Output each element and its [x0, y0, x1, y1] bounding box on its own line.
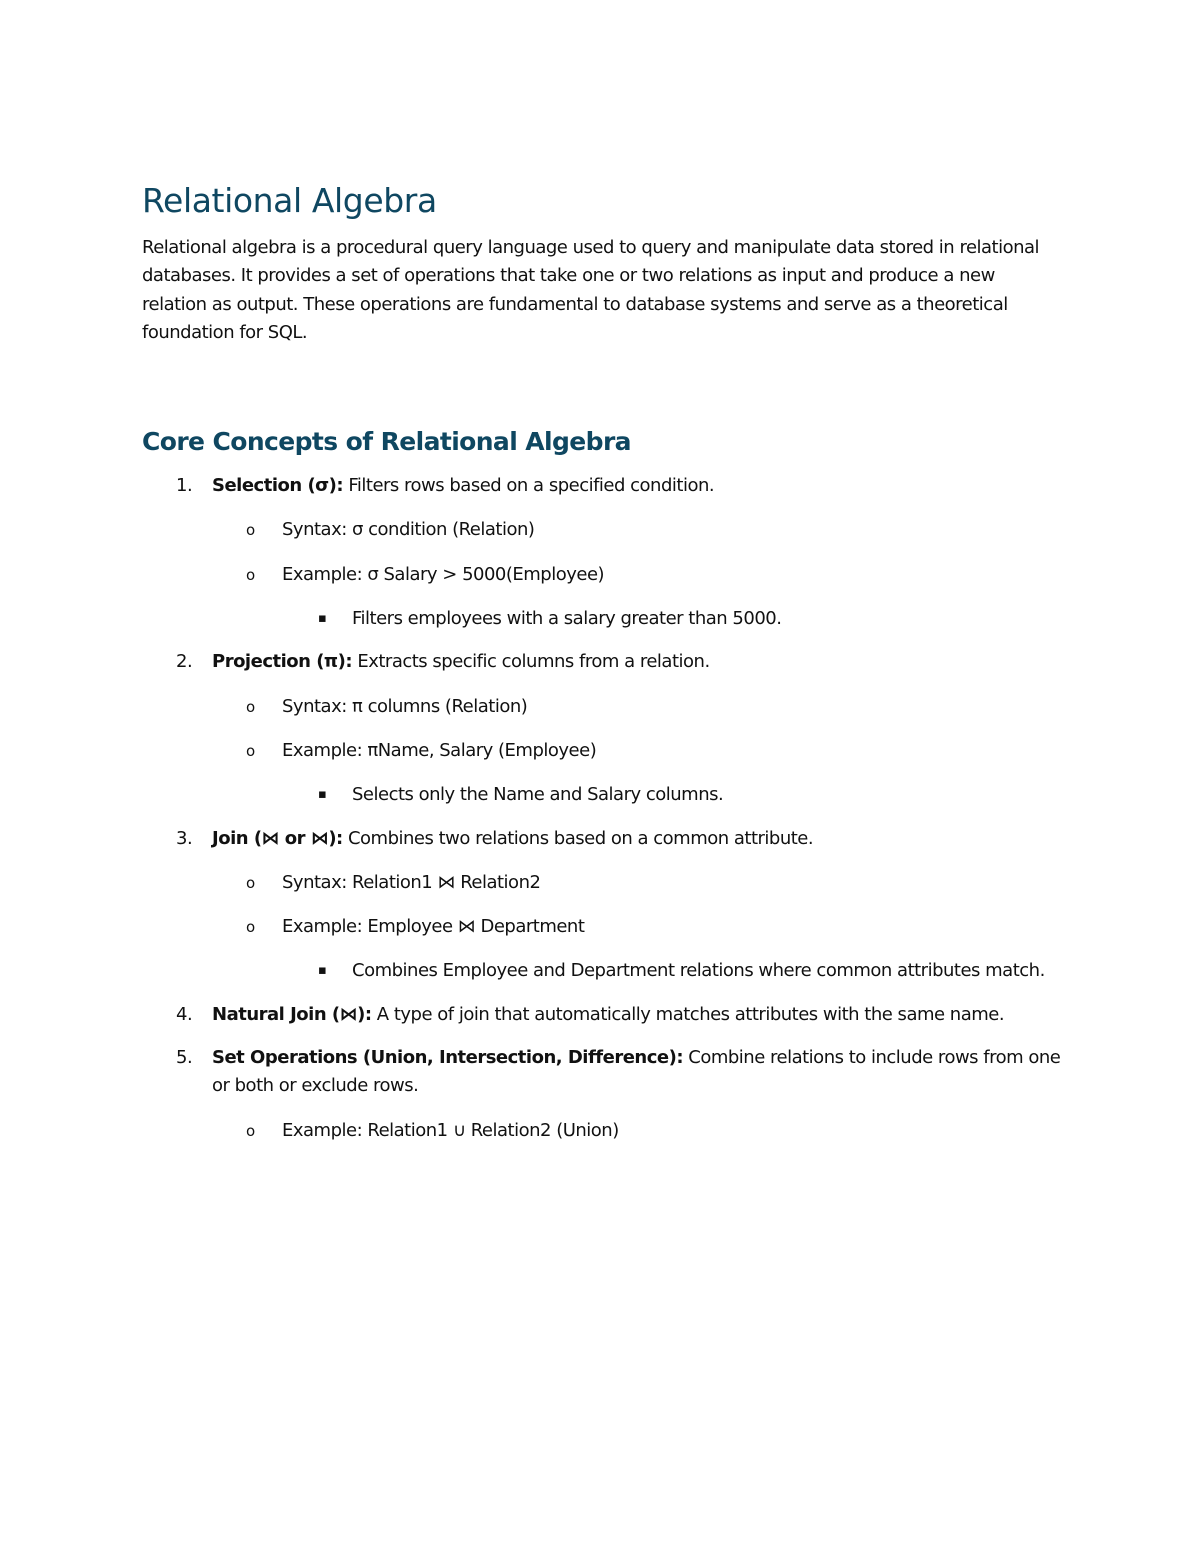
example-item — [142, 913, 1062, 941]
hollow-bullet-icon: o — [246, 873, 255, 892]
hollow-bullet-icon: o — [246, 1121, 255, 1140]
concept-description: Filters rows based on a specified condition. — [343, 475, 715, 497]
note-item — [142, 957, 1062, 985]
concept-item-selection — [142, 472, 1062, 500]
syntax-text: Syntax: π columns (Relation) — [282, 695, 528, 717]
example-text: Example: Relation1 ∪ Relation2 (Union) — [282, 1119, 619, 1141]
list-number: 2. — [176, 651, 193, 673]
hollow-bullet-icon: o — [246, 521, 255, 540]
note-text: Selects only the Name and Salary columns. — [352, 784, 724, 806]
syntax-text: Syntax: σ condition (Relation) — [282, 519, 535, 541]
syntax-item — [142, 869, 1062, 897]
syntax-item — [142, 516, 1062, 544]
note-item — [142, 781, 1062, 809]
concept-term: Natural Join (⋈): — [212, 1003, 372, 1025]
concept-item-set-operations — [142, 1044, 1062, 1101]
square-bullet-icon: ▪ — [318, 611, 327, 627]
document-page — [142, 178, 1062, 1145]
concept-item-projection — [142, 648, 1062, 676]
intro-paragraph: Relational algebra is a procedural query language used to query and manipulate data stored in relational databases. It provides a set of operations that take one or two relations as input and produce a new relation as output. These operations are fundamental to database systems and serve as a theoretical foundation for SQL. — [142, 237, 1040, 343]
example-text: Example: πName, Salary (Employee) — [282, 739, 597, 761]
concept-item-join — [142, 825, 1062, 853]
square-bullet-icon: ▪ — [318, 787, 327, 803]
concept-item-natural-join — [142, 1001, 1062, 1029]
list-number: 1. — [176, 475, 193, 497]
list-number: 3. — [176, 827, 193, 849]
syntax-item — [142, 693, 1062, 721]
concept-term: Projection (π): — [212, 651, 353, 673]
concept-description: Combine relations to include rows from one or both or exclude rows. — [212, 1047, 1061, 1097]
hollow-bullet-icon: o — [246, 565, 255, 584]
example-item — [142, 561, 1062, 589]
concept-description: A type of join that automatically matches attributes with the same name. — [371, 1003, 1005, 1025]
concept-term: Set Operations (Union, Intersection, Difference): — [212, 1047, 684, 1069]
example-text: Example: Employee ⋈ Department — [282, 916, 585, 938]
hollow-bullet-icon: o — [246, 918, 255, 937]
example-item — [142, 1117, 1062, 1145]
page-title: Relational Algebra — [142, 181, 437, 220]
example-text: Example: σ Salary > 5000(Employee) — [282, 563, 605, 585]
concept-term: Selection (σ): — [212, 475, 344, 497]
example-item — [142, 737, 1062, 765]
list-number: 5. — [176, 1047, 193, 1069]
syntax-text: Syntax: Relation1 ⋈ Relation2 — [282, 871, 541, 893]
note-text: Combines Employee and Department relations where common attributes match. — [352, 960, 1045, 982]
note-text: Filters employees with a salary greater than 5000. — [352, 608, 782, 630]
section-heading: Core Concepts of Relational Algebra — [142, 427, 631, 457]
list-number: 4. — [176, 1003, 193, 1025]
concept-description: Combines two relations based on a common attribute. — [342, 827, 814, 849]
concept-description: Extracts specific columns from a relation. — [352, 651, 710, 673]
concept-term: Join (⋈ or ⋈): — [212, 827, 343, 849]
hollow-bullet-icon: o — [246, 697, 255, 716]
hollow-bullet-icon: o — [246, 741, 255, 760]
square-bullet-icon: ▪ — [318, 963, 327, 979]
note-item — [142, 605, 1062, 633]
